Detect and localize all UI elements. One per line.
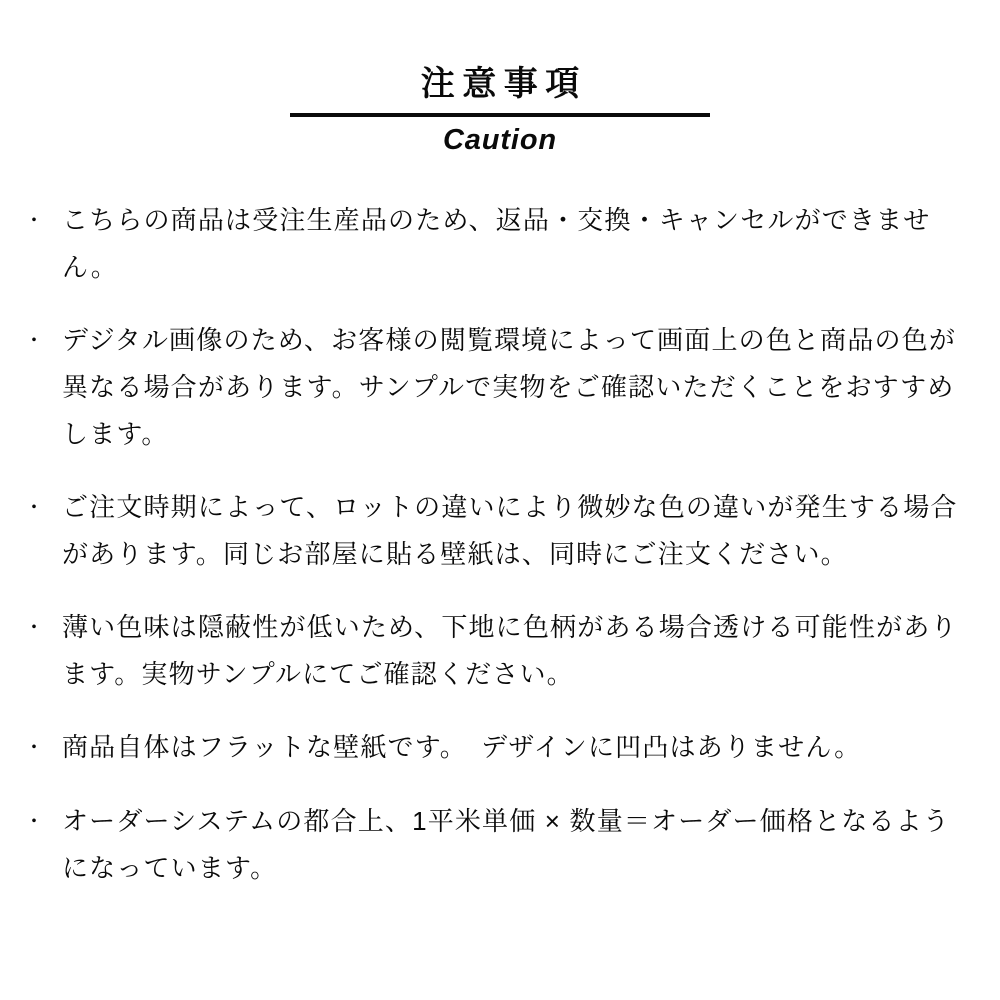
bullet-icon: ・ — [24, 811, 44, 834]
bullet-icon: ・ — [24, 617, 44, 640]
note-text: 薄い色味は隠蔽性が低いため、下地に色柄がある場合透ける可能性があります。実物サンプルにてご確認ください。 — [62, 612, 958, 690]
list-item — [24, 484, 972, 578]
list-item — [24, 317, 972, 458]
list-item — [24, 197, 972, 291]
list-item — [24, 798, 972, 892]
note-text: デジタル画像のため、お客様の閲覧環境によって画面上の色と商品の色が異なる場合があります。サンプルで実物をご確認いただくことをおすすめします。 — [62, 325, 957, 450]
page-title: 注意事項 — [420, 65, 587, 103]
bullet-icon: ・ — [24, 497, 44, 520]
title-divider — [290, 113, 710, 117]
list-item — [24, 724, 972, 772]
bullet-icon: ・ — [24, 737, 44, 760]
note-text: 商品自体はフラットな壁紙です。 デザインに凹凸はありません。 — [62, 732, 862, 763]
bullet-icon: ・ — [24, 210, 44, 233]
caution-list — [0, 197, 1000, 892]
note-text: オーダーシステムの都合上、1平米単価 × 数量＝オーダー価格となるようになっています。 — [62, 806, 950, 884]
note-text: こちらの商品は受注生産品のため、返品・交換・キャンセルができません。 — [62, 205, 931, 283]
bullet-icon: ・ — [24, 330, 44, 353]
note-text: ご注文時期によって、ロットの違いにより微妙な色の違いが発生する場合があります。同じお部屋に貼る壁紙は、同時にご注文ください。 — [62, 492, 958, 570]
list-item — [24, 604, 972, 698]
page-header — [0, 0, 1000, 157]
page-subtitle: Caution — [442, 124, 558, 157]
